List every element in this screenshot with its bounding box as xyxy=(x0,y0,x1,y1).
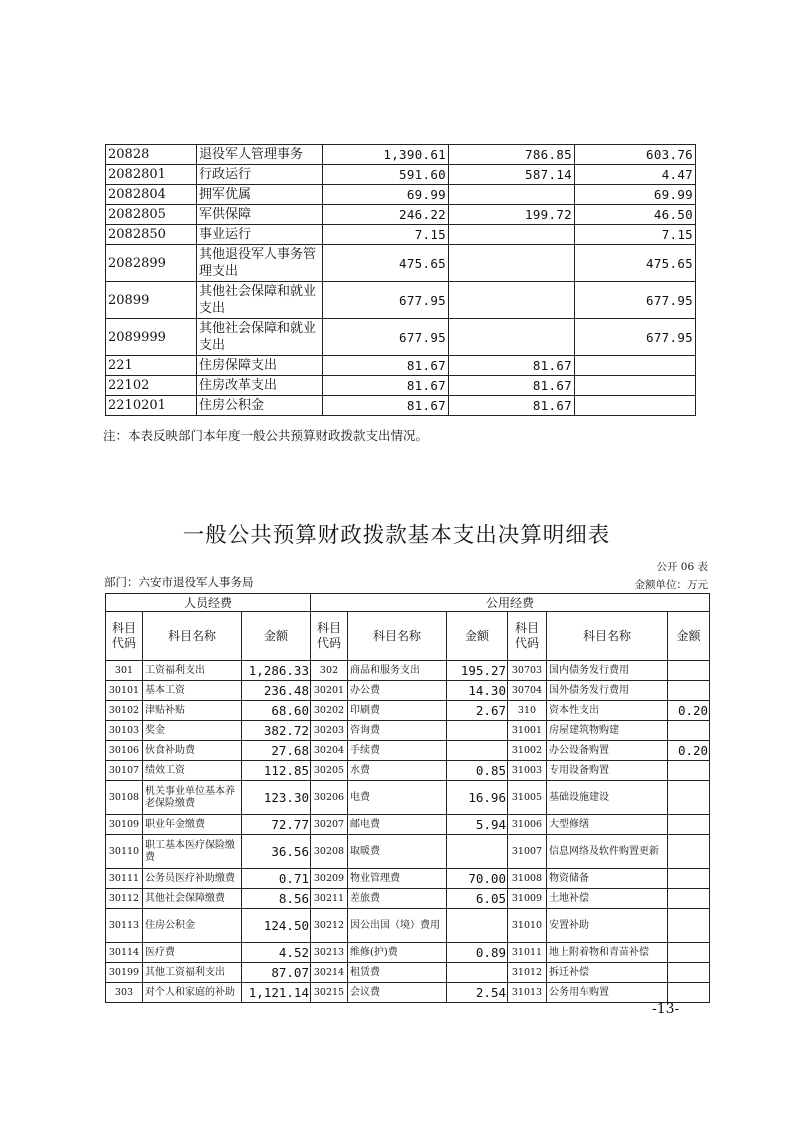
public-code-cell: 31010 xyxy=(508,909,547,943)
amount-unit-label: 金额单位：万元 xyxy=(634,579,708,591)
total-amount-cell: 591.60 xyxy=(323,165,449,185)
public-amount-cell xyxy=(668,661,710,681)
personnel-amount-cell: 87.07 xyxy=(242,963,311,983)
table-row xyxy=(106,319,696,356)
public-amount-cell xyxy=(668,781,710,815)
personnel-code-cell: 30101 xyxy=(106,681,143,701)
personnel-amount-cell: 36.56 xyxy=(242,835,311,869)
public-name-cell: 手续费 xyxy=(348,741,447,761)
personnel-name-cell: 职业年金缴费 xyxy=(143,815,242,835)
basic-expenditure-cell xyxy=(449,245,575,282)
project-expenditure-cell: 475.65 xyxy=(575,245,696,282)
project-expenditure-cell: 7.15 xyxy=(575,225,696,245)
public-amount-cell: 6.05 xyxy=(447,889,508,909)
public-code-cell: 31013 xyxy=(508,983,547,1003)
subject-name-cell: 住房改革支出 xyxy=(197,376,323,396)
public-amount-cell xyxy=(447,963,508,983)
public-name-cell: 水费 xyxy=(348,761,447,781)
personnel-code-cell: 30113 xyxy=(106,909,143,943)
project-expenditure-cell: 677.95 xyxy=(575,282,696,319)
form-number: 公开 06 表 xyxy=(656,561,708,573)
public-code-cell: 30203 xyxy=(311,721,348,741)
basic-expenditure-cell xyxy=(449,319,575,356)
personnel-code-cell: 30106 xyxy=(106,741,143,761)
group-header-row xyxy=(106,594,710,612)
public-code-cell: 30205 xyxy=(311,761,348,781)
personnel-code-cell: 30102 xyxy=(106,701,143,721)
basic-expenditure-cell xyxy=(449,185,575,205)
detail-row xyxy=(106,835,710,869)
public-code-cell: 31011 xyxy=(508,943,547,963)
public-code-cell: 30207 xyxy=(311,815,348,835)
personnel-amount-cell: 8.56 xyxy=(242,889,311,909)
basic-expenditure-cell: 81.67 xyxy=(449,396,575,416)
subject-name-cell: 其他社会保障和就业支出 xyxy=(197,282,323,319)
public-name-cell: 资本性支出 xyxy=(547,701,668,721)
detail-row xyxy=(106,983,710,1003)
detail-row xyxy=(106,869,710,889)
personnel-code-cell: 30109 xyxy=(106,815,143,835)
col-header-code: 科目代码 xyxy=(508,612,547,661)
col-header-name: 科目名称 xyxy=(348,612,447,661)
public-name-cell: 咨询费 xyxy=(348,721,447,741)
department-label: 部门：六安市退役军人事务局 xyxy=(104,575,254,589)
public-amount-cell xyxy=(668,869,710,889)
public-amount-cell: 0.20 xyxy=(668,701,710,721)
project-expenditure-cell: 4.47 xyxy=(575,165,696,185)
detail-row xyxy=(106,943,710,963)
table-note: 注：本表反映部门本年度一般公共预算财政拨款支出情况。 xyxy=(103,428,429,443)
table-row xyxy=(106,205,696,225)
public-name-cell: 大型修缮 xyxy=(547,815,668,835)
public-amount-cell: 5.94 xyxy=(447,815,508,835)
personnel-amount-cell: 27.68 xyxy=(242,741,311,761)
public-code-cell: 31005 xyxy=(508,781,547,815)
public-name-cell: 邮电费 xyxy=(348,815,447,835)
public-name-cell: 物资储备 xyxy=(547,869,668,889)
detail-row xyxy=(106,681,710,701)
subject-code-cell: 20899 xyxy=(106,282,197,319)
public-name-cell: 维修(护)费 xyxy=(348,943,447,963)
total-amount-cell: 81.67 xyxy=(323,356,449,376)
personnel-group-header: 人员经费 xyxy=(106,594,311,612)
column-header-row xyxy=(106,612,710,661)
public-name-cell: 差旅费 xyxy=(348,889,447,909)
personnel-amount-cell: 72.77 xyxy=(242,815,311,835)
public-code-cell: 30214 xyxy=(311,963,348,983)
public-name-cell: 租赁费 xyxy=(348,963,447,983)
personnel-name-cell: 机关事业单位基本养老保险缴费 xyxy=(143,781,242,815)
public-code-cell: 30204 xyxy=(311,741,348,761)
public-code-cell: 30215 xyxy=(311,983,348,1003)
personnel-name-cell: 其他社会保障缴费 xyxy=(143,889,242,909)
personnel-code-cell: 30111 xyxy=(106,869,143,889)
personnel-code-cell: 30103 xyxy=(106,721,143,741)
public-name-cell: 因公出国（境）费用 xyxy=(348,909,447,943)
col-header-name: 科目名称 xyxy=(143,612,242,661)
subject-code-cell: 2082899 xyxy=(106,245,197,282)
public-code-cell: 30213 xyxy=(311,943,348,963)
personnel-name-cell: 绩效工资 xyxy=(143,761,242,781)
col-header-code: 科目代码 xyxy=(311,612,348,661)
public-amount-cell xyxy=(668,943,710,963)
basic-expenditure-cell: 81.67 xyxy=(449,356,575,376)
subject-name-cell: 住房公积金 xyxy=(197,396,323,416)
personnel-name-cell: 工资福利支出 xyxy=(143,661,242,681)
public-amount-cell xyxy=(668,761,710,781)
detail-row xyxy=(106,761,710,781)
personnel-name-cell: 奖金 xyxy=(143,721,242,741)
personnel-code-cell: 30108 xyxy=(106,781,143,815)
total-amount-cell: 475.65 xyxy=(323,245,449,282)
project-expenditure-cell xyxy=(575,396,696,416)
project-expenditure-cell: 603.76 xyxy=(575,145,696,165)
public-name-cell: 拆迁补偿 xyxy=(547,963,668,983)
public-amount-cell xyxy=(447,721,508,741)
public-code-cell: 31002 xyxy=(508,741,547,761)
subject-code-cell: 221 xyxy=(106,356,197,376)
public-code-cell: 30202 xyxy=(311,701,348,721)
expenditure-table xyxy=(105,144,696,416)
subject-code-cell: 2089999 xyxy=(106,319,197,356)
table-row xyxy=(106,185,696,205)
basic-expenditure-cell: 199.72 xyxy=(449,205,575,225)
public-code-cell: 30704 xyxy=(508,681,547,701)
personnel-amount-cell: 112.85 xyxy=(242,761,311,781)
public-code-cell: 310 xyxy=(508,701,547,721)
subject-name-cell: 事业运行 xyxy=(197,225,323,245)
table-row xyxy=(106,165,696,185)
public-name-cell: 取暖费 xyxy=(348,835,447,869)
public-code-cell: 30201 xyxy=(311,681,348,701)
project-expenditure-cell: 46.50 xyxy=(575,205,696,225)
table-row xyxy=(106,145,696,165)
page-title: 一般公共预算财政拨款基本支出决算明细表 xyxy=(182,523,611,548)
public-amount-cell xyxy=(447,835,508,869)
col-header-amount: 金额 xyxy=(447,612,508,661)
detail-row xyxy=(106,815,710,835)
total-amount-cell: 1,390.61 xyxy=(323,145,449,165)
subject-code-cell: 2082850 xyxy=(106,225,197,245)
public-code-cell: 31007 xyxy=(508,835,547,869)
subject-name-cell: 其他退役军人事务管理支出 xyxy=(197,245,323,282)
public-amount-cell xyxy=(668,721,710,741)
subject-code-cell: 2082805 xyxy=(106,205,197,225)
public-name-cell: 商品和服务支出 xyxy=(348,661,447,681)
public-amount-cell: 195.27 xyxy=(447,661,508,681)
personnel-amount-cell: 4.52 xyxy=(242,943,311,963)
basic-expenditure-cell xyxy=(449,225,575,245)
public-name-cell: 土地补偿 xyxy=(547,889,668,909)
basic-expenditure-cell: 587.14 xyxy=(449,165,575,185)
personnel-amount-cell: 1,286.33 xyxy=(242,661,311,681)
public-amount-cell xyxy=(668,983,710,1003)
subject-name-cell: 住房保障支出 xyxy=(197,356,323,376)
public-name-cell: 公务用车购置 xyxy=(547,983,668,1003)
personnel-code-cell: 301 xyxy=(106,661,143,681)
public-code-cell: 31001 xyxy=(508,721,547,741)
col-header-code: 科目代码 xyxy=(106,612,143,661)
detail-row xyxy=(106,963,710,983)
personnel-name-cell: 基本工资 xyxy=(143,681,242,701)
total-amount-cell: 81.67 xyxy=(323,376,449,396)
detail-row xyxy=(106,721,710,741)
public-amount-cell: 2.54 xyxy=(447,983,508,1003)
col-header-amount: 金额 xyxy=(668,612,710,661)
public-amount-cell: 70.00 xyxy=(447,869,508,889)
public-code-cell: 30208 xyxy=(311,835,348,869)
personnel-amount-cell: 123.30 xyxy=(242,781,311,815)
public-name-cell: 办公设备购置 xyxy=(547,741,668,761)
detail-row xyxy=(106,661,710,681)
personnel-name-cell: 津贴补贴 xyxy=(143,701,242,721)
public-name-cell: 基础设施建设 xyxy=(547,781,668,815)
public-amount-cell xyxy=(668,835,710,869)
basic-expenditure-cell: 786.85 xyxy=(449,145,575,165)
subject-code-cell: 2082804 xyxy=(106,185,197,205)
subject-name-cell: 其他社会保障和就业支出 xyxy=(197,319,323,356)
public-amount-cell: 0.20 xyxy=(668,741,710,761)
subject-code-cell: 20828 xyxy=(106,145,197,165)
public-name-cell: 办公费 xyxy=(348,681,447,701)
personnel-amount-cell: 124.50 xyxy=(242,909,311,943)
col-header-amount: 金额 xyxy=(242,612,311,661)
personnel-code-cell: 30112 xyxy=(106,889,143,909)
table-row xyxy=(106,376,696,396)
detail-row xyxy=(106,781,710,815)
public-name-cell: 会议费 xyxy=(348,983,447,1003)
table-row xyxy=(106,225,696,245)
basic-expenditure-cell: 81.67 xyxy=(449,376,575,396)
table-row xyxy=(106,356,696,376)
personnel-name-cell: 其他工资福利支出 xyxy=(143,963,242,983)
project-expenditure-cell xyxy=(575,376,696,396)
detail-row xyxy=(106,701,710,721)
public-amount-cell xyxy=(668,909,710,943)
project-expenditure-cell xyxy=(575,356,696,376)
personnel-code-cell: 30107 xyxy=(106,761,143,781)
detail-row xyxy=(106,909,710,943)
personnel-amount-cell: 0.71 xyxy=(242,869,311,889)
total-amount-cell: 677.95 xyxy=(323,282,449,319)
basic-expenditure-detail-table xyxy=(105,593,710,1003)
public-name-cell: 地上附着物和青苗补偿 xyxy=(547,943,668,963)
public-name-cell: 物业管理费 xyxy=(348,869,447,889)
total-amount-cell: 246.22 xyxy=(323,205,449,225)
public-name-cell: 专用设备购置 xyxy=(547,761,668,781)
personnel-amount-cell: 1,121.14 xyxy=(242,983,311,1003)
public-amount-cell xyxy=(447,909,508,943)
col-header-name: 科目名称 xyxy=(547,612,668,661)
personnel-code-cell: 303 xyxy=(106,983,143,1003)
public-code-cell: 31012 xyxy=(508,963,547,983)
project-expenditure-cell: 677.95 xyxy=(575,319,696,356)
public-amount-cell xyxy=(668,963,710,983)
personnel-amount-cell: 68.60 xyxy=(242,701,311,721)
public-code-cell: 31009 xyxy=(508,889,547,909)
public-group-header: 公用经费 xyxy=(311,594,710,612)
personnel-name-cell: 职工基本医疗保险缴费 xyxy=(143,835,242,869)
subject-code-cell: 2210201 xyxy=(106,396,197,416)
subject-name-cell: 退役军人管理事务 xyxy=(197,145,323,165)
public-name-cell: 国外债务发行费用 xyxy=(547,681,668,701)
public-amount-cell xyxy=(447,741,508,761)
public-code-cell: 30206 xyxy=(311,781,348,815)
personnel-code-cell: 30110 xyxy=(106,835,143,869)
project-expenditure-cell: 69.99 xyxy=(575,185,696,205)
public-code-cell: 30209 xyxy=(311,869,348,889)
personnel-name-cell: 伙食补助费 xyxy=(143,741,242,761)
public-amount-cell: 0.85 xyxy=(447,761,508,781)
public-name-cell: 信息网络及软件购置更新 xyxy=(547,835,668,869)
personnel-name-cell: 医疗费 xyxy=(143,943,242,963)
total-amount-cell: 7.15 xyxy=(323,225,449,245)
detail-row xyxy=(106,741,710,761)
public-code-cell: 31006 xyxy=(508,815,547,835)
personnel-amount-cell: 236.48 xyxy=(242,681,311,701)
public-amount-cell: 0.89 xyxy=(447,943,508,963)
total-amount-cell: 677.95 xyxy=(323,319,449,356)
total-amount-cell: 81.67 xyxy=(323,396,449,416)
public-code-cell: 30212 xyxy=(311,909,348,943)
personnel-code-cell: 30199 xyxy=(106,963,143,983)
public-code-cell: 31008 xyxy=(508,869,547,889)
public-amount-cell xyxy=(668,815,710,835)
subject-name-cell: 军供保障 xyxy=(197,205,323,225)
public-name-cell: 印刷费 xyxy=(348,701,447,721)
personnel-name-cell: 对个人和家庭的补助 xyxy=(143,983,242,1003)
public-code-cell: 302 xyxy=(311,661,348,681)
subject-code-cell: 22102 xyxy=(106,376,197,396)
public-amount-cell: 2.67 xyxy=(447,701,508,721)
public-code-cell: 31003 xyxy=(508,761,547,781)
basic-expenditure-cell xyxy=(449,282,575,319)
subject-name-cell: 拥军优属 xyxy=(197,185,323,205)
personnel-amount-cell: 382.72 xyxy=(242,721,311,741)
public-name-cell: 房屋建筑物购建 xyxy=(547,721,668,741)
table-row xyxy=(106,282,696,319)
public-name-cell: 电费 xyxy=(348,781,447,815)
public-code-cell: 30703 xyxy=(508,661,547,681)
table-row xyxy=(106,396,696,416)
personnel-name-cell: 住房公积金 xyxy=(143,909,242,943)
page-number: -13- xyxy=(652,1001,680,1017)
public-code-cell: 30211 xyxy=(311,889,348,909)
total-amount-cell: 69.99 xyxy=(323,185,449,205)
public-name-cell: 国内债务发行费用 xyxy=(547,661,668,681)
personnel-code-cell: 30114 xyxy=(106,943,143,963)
table-row xyxy=(106,245,696,282)
expenditure-table-body xyxy=(106,145,696,416)
public-amount-cell: 16.96 xyxy=(447,781,508,815)
public-amount-cell: 14.30 xyxy=(447,681,508,701)
detail-row xyxy=(106,889,710,909)
subject-name-cell: 行政运行 xyxy=(197,165,323,185)
personnel-name-cell: 公务员医疗补助缴费 xyxy=(143,869,242,889)
public-name-cell: 安置补助 xyxy=(547,909,668,943)
public-amount-cell xyxy=(668,889,710,909)
subject-code-cell: 2082801 xyxy=(106,165,197,185)
public-amount-cell xyxy=(668,681,710,701)
